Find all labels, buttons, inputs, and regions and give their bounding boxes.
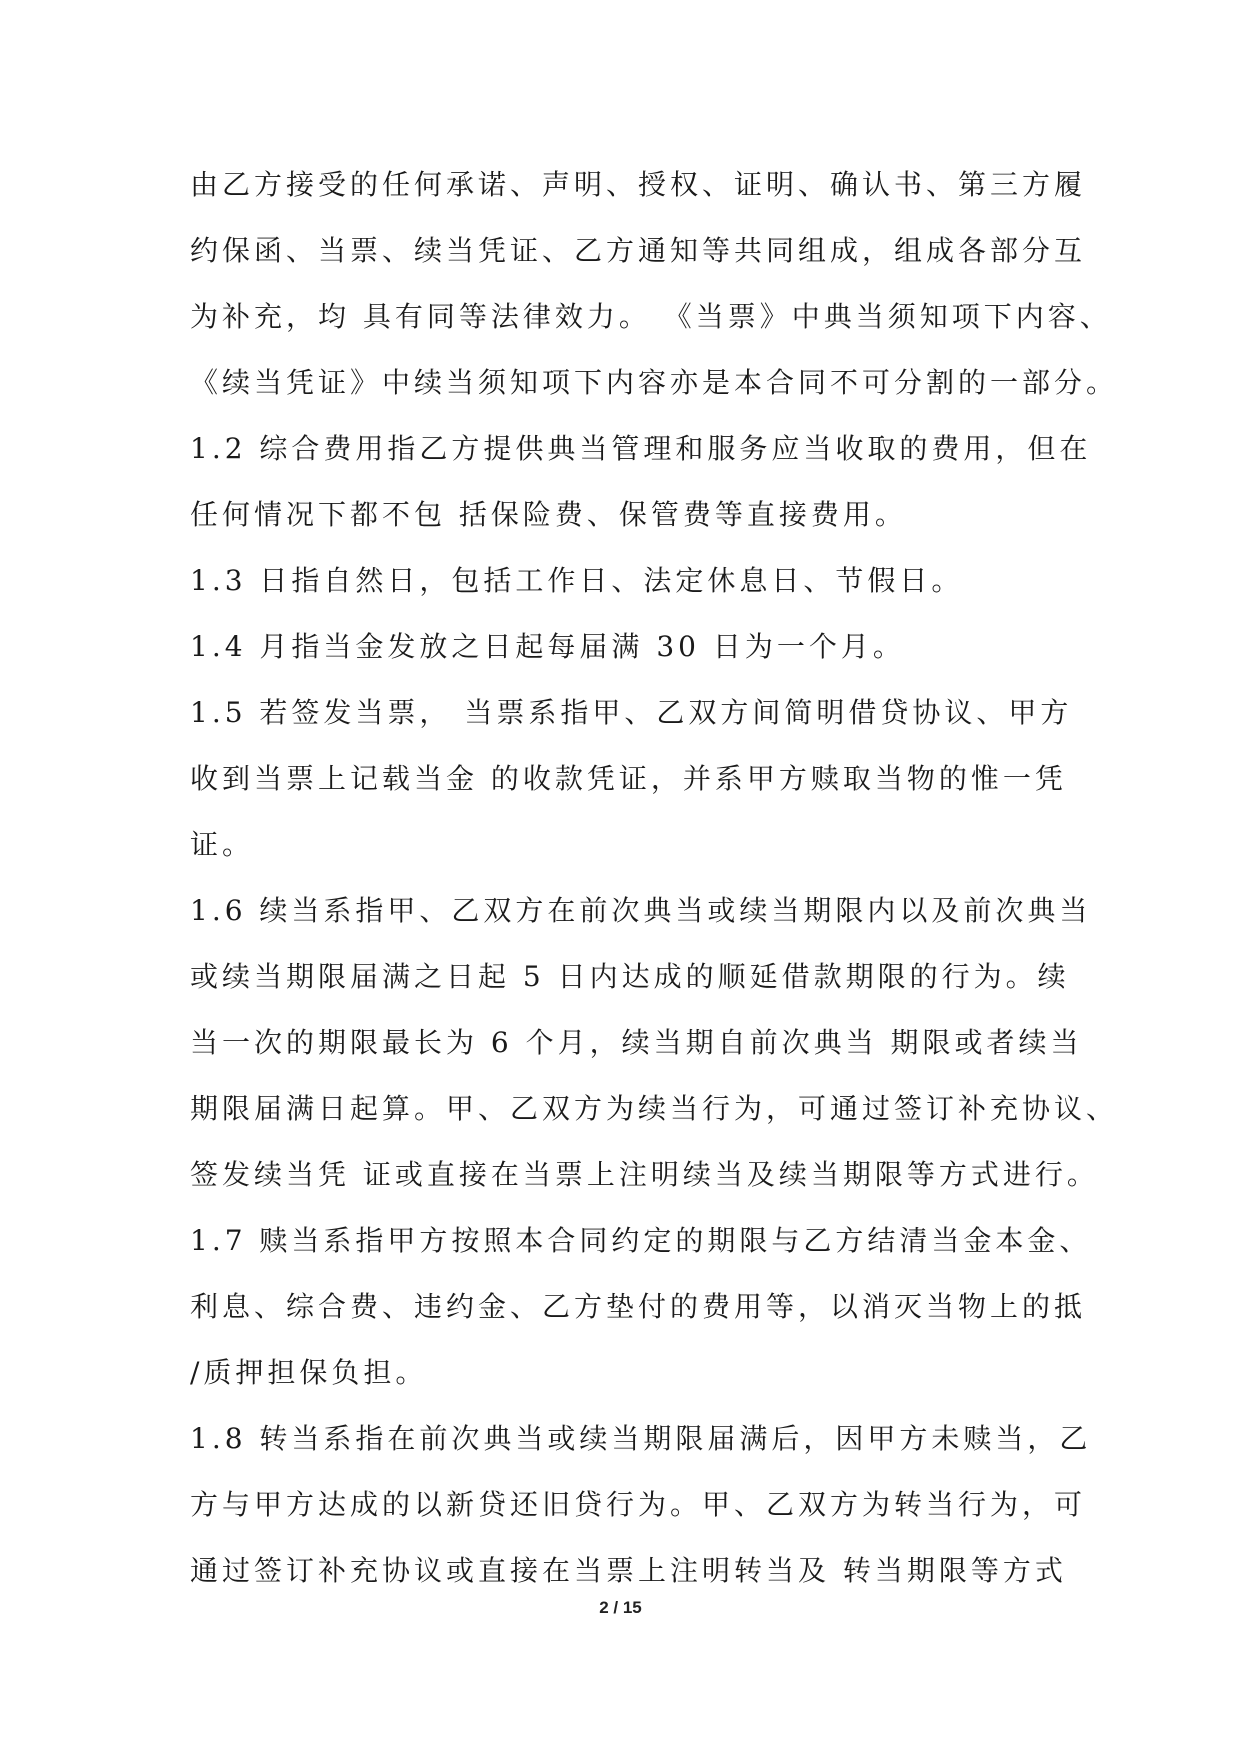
text-line: 利息、综合费、违约金、乙方垫付的费用等，以消灭当物上的抵 — [190, 1290, 1087, 1323]
text-line: 通过签订补充协议或直接在当票上注明转当及 转当期限等方式 — [190, 1554, 1067, 1587]
text-line: 1.8 转当系指在前次典当或续当期限届满后，因甲方未赎当，乙 — [190, 1422, 1092, 1455]
text-line: 期限届满日起算。甲、乙双方为续当行为，可通过签订补充协议、 — [190, 1092, 1119, 1125]
text-line: 1.5 若签发当票， 当票系指甲、乙双方间简明借贷协议、甲方 — [190, 696, 1073, 729]
text-line: 或续当期限届满之日起 5 日内达成的顺延借款期限的行为。续 — [190, 960, 1070, 993]
text-line: 约保函、当票、续当凭证、乙方通知等共同组成，组成各部分互 — [190, 234, 1087, 267]
text-line: 为补充，均 具有同等法律效力。 《当票》中典当须知项下内容、 — [190, 300, 1112, 333]
text-line: 由乙方接受的任何承诺、声明、授权、证明、确认书、第三方履 — [190, 168, 1087, 201]
text-line: 1.7 赎当系指甲方按照本合同约定的期限与乙方结清当金本金、 — [190, 1224, 1092, 1257]
text-line: 1.4 月指当金发放之日起每届满 30 日为一个月。 — [190, 630, 905, 663]
body-text — [190, 152, 1119, 1604]
text-line: 1.2 综合费用指乙方提供典当管理和服务应当收取的费用，但在 — [190, 432, 1092, 465]
text-line: 1.6 续当系指甲、乙双方在前次典当或续当期限内以及前次典当 — [190, 894, 1092, 927]
text-line: 《续当凭证》中续当须知项下内容亦是本合同不可分割的一部分。 — [190, 366, 1119, 399]
text-line: 任何情况下都不包 括保险费、保管费等直接费用。 — [190, 498, 907, 531]
text-line: 方与甲方达成的以新贷还旧贷行为。甲、乙双方为转当行为，可 — [190, 1488, 1087, 1521]
text-line: 收到当票上记载当金 的收款凭证，并系甲方赎取当物的惟一凭 — [190, 762, 1067, 795]
text-line: 1.3 日指自然日，包括工作日、法定休息日、节假日。 — [190, 564, 964, 597]
text-line: 当一次的期限最长为 6 个月，续当期自前次典当 期限或者续当 — [190, 1026, 1083, 1059]
text-line: /质押担保负担。 — [190, 1356, 428, 1389]
page-number: 2 / 15 — [599, 1598, 642, 1617]
text-line: 签发续当凭 证或直接在当票上注明续当及续当期限等方式进行。 — [190, 1158, 1099, 1191]
text-line: 证。 — [190, 828, 255, 861]
